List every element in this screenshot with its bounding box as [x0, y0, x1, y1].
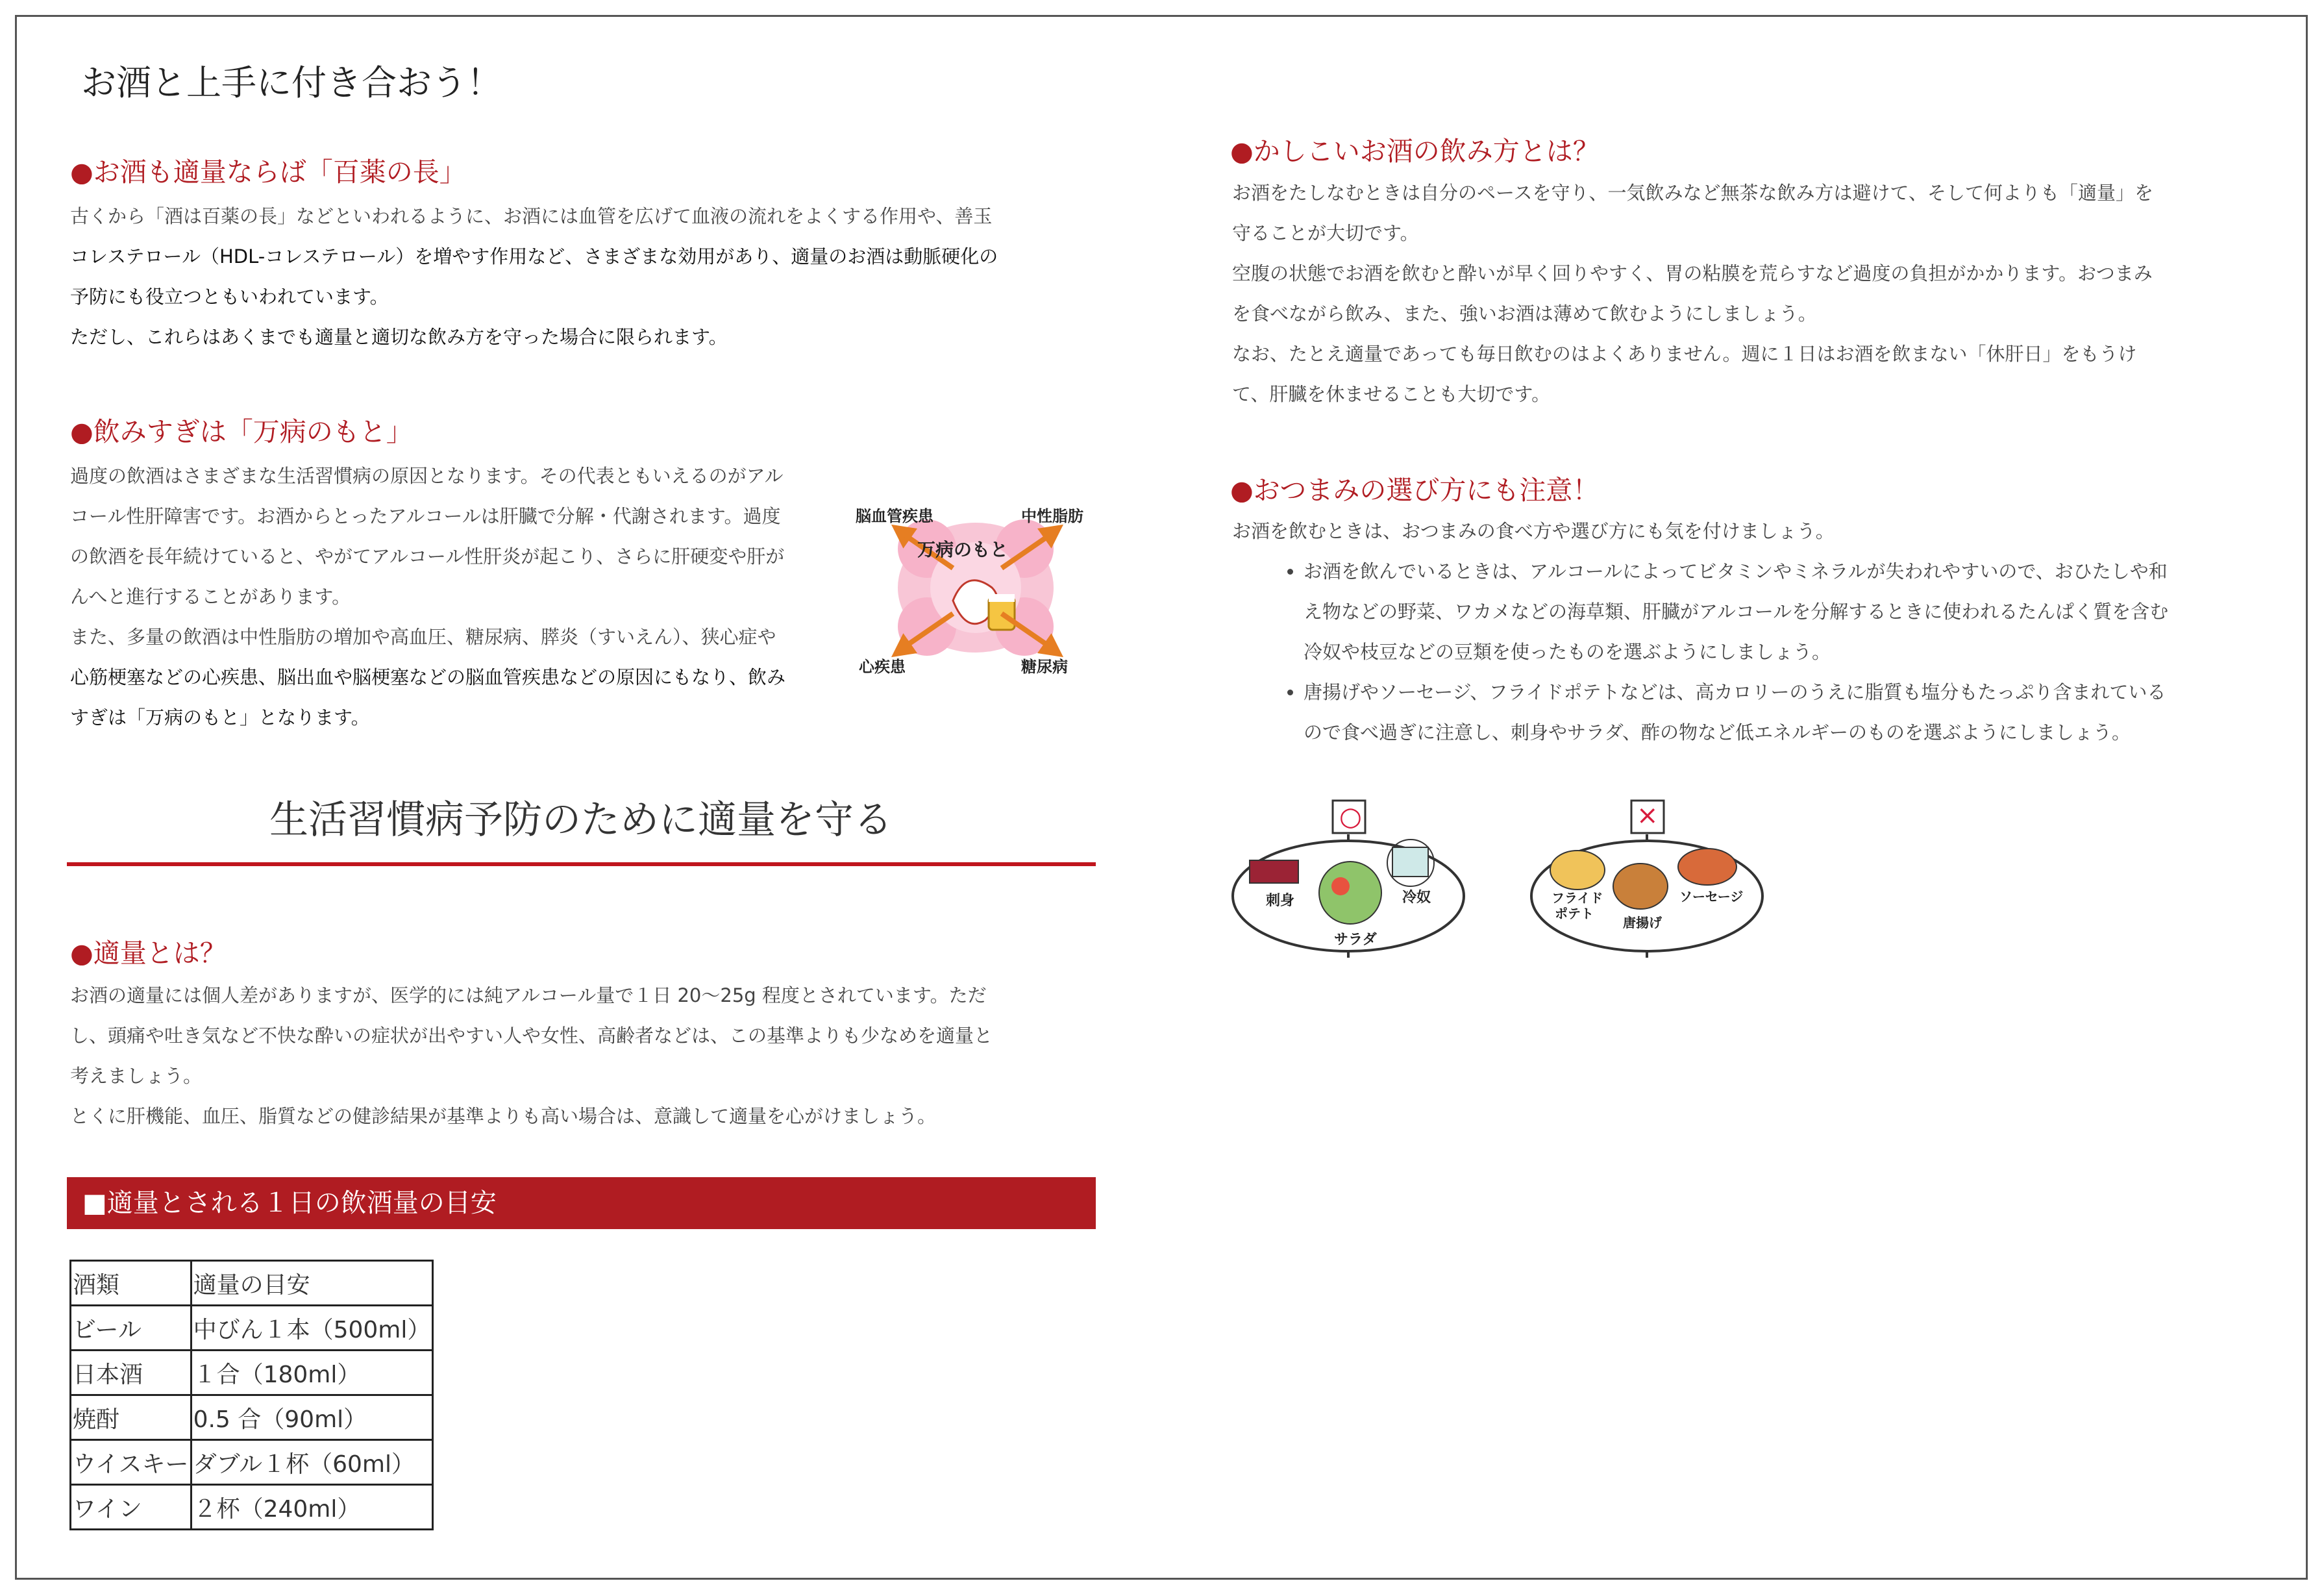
- good-snack-label: 刺身: [1266, 893, 1295, 909]
- text-line: 過度の飲酒はさまざまな生活習慣病の原因となります。その代表ともいえるのがアル: [70, 465, 784, 487]
- section-heading-moderate: ●適量とは？: [70, 938, 227, 969]
- bad-snack-label: ソーセージ: [1679, 889, 1744, 904]
- section-heading-snacks: ●おつまみの選び方にも注意！: [1230, 475, 1600, 506]
- table-cell: ２杯（240ml）: [191, 1485, 433, 1530]
- section-body-snacks: [1232, 511, 2284, 753]
- bad-snack-label: 唐揚げ: [1623, 915, 1662, 930]
- table-row: [71, 1306, 433, 1351]
- table-row: [71, 1440, 433, 1485]
- section-body-medicine: [70, 196, 1109, 357]
- text-line: お酒の適量には個人差がありますが、医学的には純アルコール量で１日 20～25g 程度とされています。ただ: [70, 984, 987, 1006]
- table-header-row: [71, 1261, 433, 1306]
- table-title-bar: ■適量とされる１日の飲酒量の目安: [67, 1177, 1096, 1229]
- snack-tips-list: [1232, 551, 2284, 753]
- text-line: て、肝臓を休ませることも大切です。: [1232, 383, 1551, 405]
- section-heading-disease: ●飲みすぎは「万病のもと」: [70, 416, 413, 447]
- text-line: コール性肝障害です。お酒からとったアルコールは肝臓で分解・代謝されます。過度: [70, 505, 781, 527]
- text-line: 空腹の状態でお酒を飲むと酔いが早く回りやすく、胃の粘膜を荒らすなど過度の負担がかかります。おつまみ: [1232, 262, 2153, 284]
- table-row: [71, 1485, 433, 1530]
- bad-snack-label: フライド: [1551, 890, 1603, 906]
- text-line: とくに肝機能、血圧、脂質などの健診結果が基準よりも高い場合は、意識して適量を心がけましょう。: [70, 1105, 937, 1127]
- table-cell: 焼酎: [71, 1395, 192, 1440]
- text-line: を食べながら飲み、また、強いお酒は薄めて飲むようにしましょう。: [1232, 303, 1817, 325]
- text-line: お酒をたしなむときは自分のペースを守り、一気飲みなど無茶な飲み方は避けて、そして何よりも「適量」を: [1232, 182, 2153, 204]
- table-row: [71, 1351, 433, 1395]
- table-cell: ビール: [71, 1306, 192, 1351]
- text-line: 唐揚げやソーセージ、フライドポテトなどは、高カロリーのうえに脂質も塩分もたっぷり含まれている: [1304, 681, 2166, 703]
- section-body-moderate: [70, 975, 1109, 1136]
- table-cell: ダブル１杯（60ml）: [191, 1440, 433, 1485]
- table-cell: 0.5 合（90ml）: [191, 1395, 433, 1440]
- table-cell: 中びん１本（500ml）: [191, 1306, 433, 1351]
- good-sign-mark: ○: [1339, 802, 1362, 832]
- big-heading: 生活習慣病予防のために適量を守る: [269, 797, 893, 843]
- illustration-center-label: 万病のもと: [917, 539, 1009, 560]
- page-title: お酒と上手に付き合おう！: [81, 62, 502, 103]
- text-line: なお、たとえ適量であっても毎日飲むのはよくありません。週に１日はお酒を飲まない「休肝日」をもうけ: [1232, 343, 2137, 365]
- text-line: 古くから「酒は百薬の長」などといわれるように、お酒には血管を広げて血液の流れをよくする作用や、善玉: [70, 205, 993, 227]
- illustration-label-diabetes: 糖尿病: [1021, 658, 1068, 676]
- section-heading-smart-drinking: ●かしこいお酒の飲み方とは？: [1230, 136, 1600, 167]
- table-cell: ウイスキー: [71, 1440, 192, 1485]
- disease-illustration: [856, 490, 1102, 685]
- alcohol-table: [69, 1260, 434, 1530]
- text-line: また、多量の飲酒は中性脂肪の増加や高血圧、糖尿病、膵炎（すいえん）、狭心症や: [70, 626, 776, 648]
- illustration-label-heart: 心疾患: [859, 658, 906, 676]
- text-line: ので食べ過ぎに注意し、刺身やサラダ、酢の物など低エネルギーのものを選ぶようにしましょう。: [1304, 721, 2131, 743]
- table-cell: １合（180ml）: [191, 1351, 433, 1395]
- section-heading-medicine: ●お酒も適量ならば「百薬の長」: [70, 156, 466, 188]
- text-line: すぎは「万病のもと」となります。: [70, 706, 370, 729]
- text-line: え物などの野菜、ワカメなどの海草類、肝臓がアルコールを分解するときに使われるたんぱく質を含む: [1304, 601, 2169, 623]
- table-header-cell: 酒類: [71, 1261, 192, 1306]
- text-line: お酒を飲むときは、おつまみの食べ方や選び方にも気を付けましょう。: [1232, 520, 1835, 542]
- illustration-label-brain: 脳血管疾患: [856, 507, 933, 525]
- good-snacks-illustration: [1230, 795, 1477, 964]
- bad-sign-mark: ×: [1637, 801, 1659, 830]
- section-body-disease: [70, 456, 869, 738]
- table-row: [71, 1395, 433, 1440]
- bad-snack-label: ポテト: [1555, 906, 1594, 921]
- section-body-smart-drinking: [1232, 173, 2284, 414]
- table-cell: ワイン: [71, 1485, 192, 1530]
- text-line: 心筋梗塞などの心疾患、脳出血や脳梗塞などの脳血管疾患などの原因にもなり、飲み: [70, 666, 786, 688]
- list-item: [1304, 672, 2284, 753]
- heading-rule: [67, 862, 1096, 866]
- text-line: ただし、これらはあくまでも適量と適切な飲み方を守った場合に限られます。: [70, 326, 728, 348]
- text-line: お酒を飲んでいるときは、アルコールによってビタミンやミネラルが失われやすいので、おひたしや和: [1304, 560, 2168, 582]
- text-line: 予防にも役立つともいわれています。: [70, 286, 389, 308]
- text-line: コレステロール（HDL-コレステロール）を増やす作用など、さまざまな効用があり、適量のお酒は動脈硬化の: [70, 245, 998, 268]
- good-snack-label: サラダ: [1334, 932, 1377, 948]
- table-header-cell: 適量の目安: [191, 1261, 433, 1306]
- good-snack-label: 冷奴: [1402, 890, 1431, 906]
- text-line: 考えましょう。: [70, 1065, 203, 1087]
- text-line: し、頭痛や吐き気など不快な酔いの症状が出やすい人や女性、高齢者などは、この基準よりも少なめを適量と: [70, 1025, 993, 1047]
- text-line: 守ることが大切です。: [1232, 222, 1419, 244]
- table-cell: 日本酒: [71, 1351, 192, 1395]
- illustration-label-fat: 中性脂肪: [1021, 507, 1083, 525]
- text-line: の飲酒を長年続けていると、やがてアルコール性肝炎が起こり、さらに肝硬変や肝が: [70, 545, 785, 567]
- bad-snacks-illustration: [1529, 795, 1775, 964]
- list-item: [1304, 551, 2284, 672]
- text-line: んへと進行することがあります。: [70, 586, 351, 608]
- text-line: 冷奴や枝豆などの豆類を使ったものを選ぶようにしましょう。: [1304, 641, 1831, 663]
